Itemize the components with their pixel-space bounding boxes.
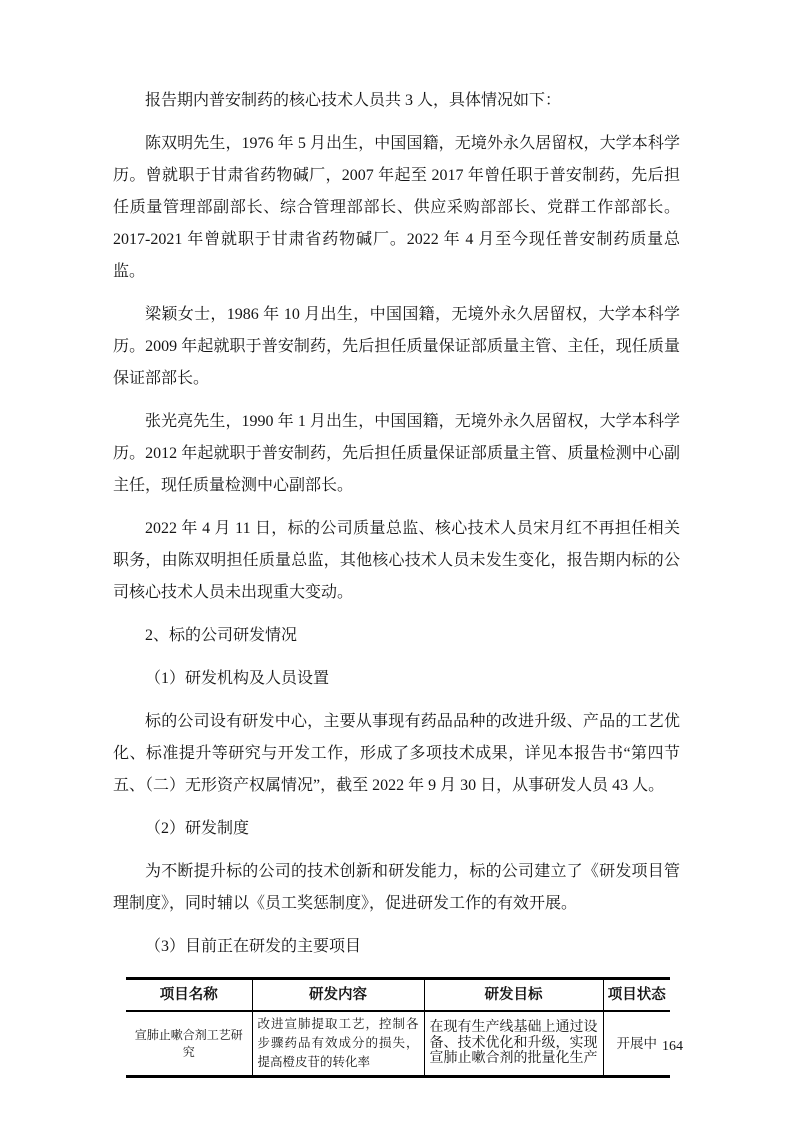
- table-header-project-name: 项目名称: [126, 979, 252, 1012]
- paragraph-core-staff-intro: 报告期内普安制药的核心技术人员共 3 人，具体情况如下：: [145, 92, 562, 109]
- table-cell-rd-content: 改进宣肺提取工艺，控制各步骤药品有效成分的损失，提高橙皮苷的转化率: [252, 1011, 424, 1077]
- paragraph-rd-center: 标的公司设有研发中心，主要从事现有药品品种的改进升级、产品的工艺优化、标准提升等研究与开发工作，形成了多项技术成果，详见本报告书“第四节五、（二）无形资产权属情况”，截至 2022 年 9 月 30 日，从事研发人员 43 人。: [113, 713, 680, 794]
- rd-projects-table: [126, 977, 670, 1078]
- table-header-project-status: 项目状态: [603, 979, 670, 1012]
- table-cell-project-status: 开展中: [603, 1011, 670, 1077]
- table-cell-project-name: 宣肺止嗽合剂工艺研究: [126, 1011, 252, 1077]
- paragraph-rd-system: 为不断提升标的公司的技术创新和研发能力，标的公司建立了《研发项目管理制度》，同时辅以《员工奖惩制度》，促进研发工作的有效开展。: [113, 863, 680, 912]
- table-header-rd-content: 研发内容: [252, 979, 424, 1012]
- paragraph-staff-change: 2022 年 4 月 11 日，标的公司质量总监、核心技术人员宋月红不再担任相关职务，由陈双明担任质量总监，其他核心技术人员未发生变化，报告期内标的公司核心技术人员未出现重大变动。: [113, 520, 680, 601]
- table-cell-rd-goal: 在现有生产线基础上通过设备、技术优化和升级，实现宣肺止嗽合剂的批量化生产: [424, 1011, 603, 1077]
- heading-rd-system: （2）研发制度: [145, 820, 250, 837]
- table-row: [126, 1011, 670, 1077]
- paragraph-bio-liang-ying: 梁颖女士，1986 年 10 月出生，中国国籍，无境外永久居留权，大学本科学历。2009 年起就职于普安制药，先后担任质量保证部质量主管、主任，现任质量保证部部长。: [113, 306, 680, 387]
- table-header-row: [126, 979, 670, 1012]
- table-header-rd-goal: 研发目标: [424, 979, 603, 1012]
- paragraph-bio-zhang-guangliang: 张光亮先生，1990 年 1 月出生，中国国籍，无境外永久居留权，大学本科学历。2012 年起就职于普安制药，先后担任质量保证部质量主管、质量检测中心副主任，现任质量检测中心副部长。: [113, 413, 680, 494]
- page-number: 164: [662, 1039, 683, 1054]
- heading-rd-projects: （3）目前正在研发的主要项目: [145, 938, 362, 955]
- heading-rd-overview: 2、标的公司研发情况: [145, 627, 298, 644]
- heading-rd-organization: （1）研发机构及人员设置: [145, 670, 330, 687]
- paragraph-bio-chen-shuangming: 陈双明先生，1976 年 5 月出生，中国国籍，无境外永久居留权，大学本科学历。曾就职于甘肃省药物碱厂，2007 年起至 2017 年曾任职于普安制药，先后担任质量管理部副部长、综合管理部部长、供应采购部部长、党群工作部部长。2017-2021 年曾就职于甘肃省药物碱厂。2022 年 4 月至今现任普安制药质量总监。: [113, 135, 680, 280]
